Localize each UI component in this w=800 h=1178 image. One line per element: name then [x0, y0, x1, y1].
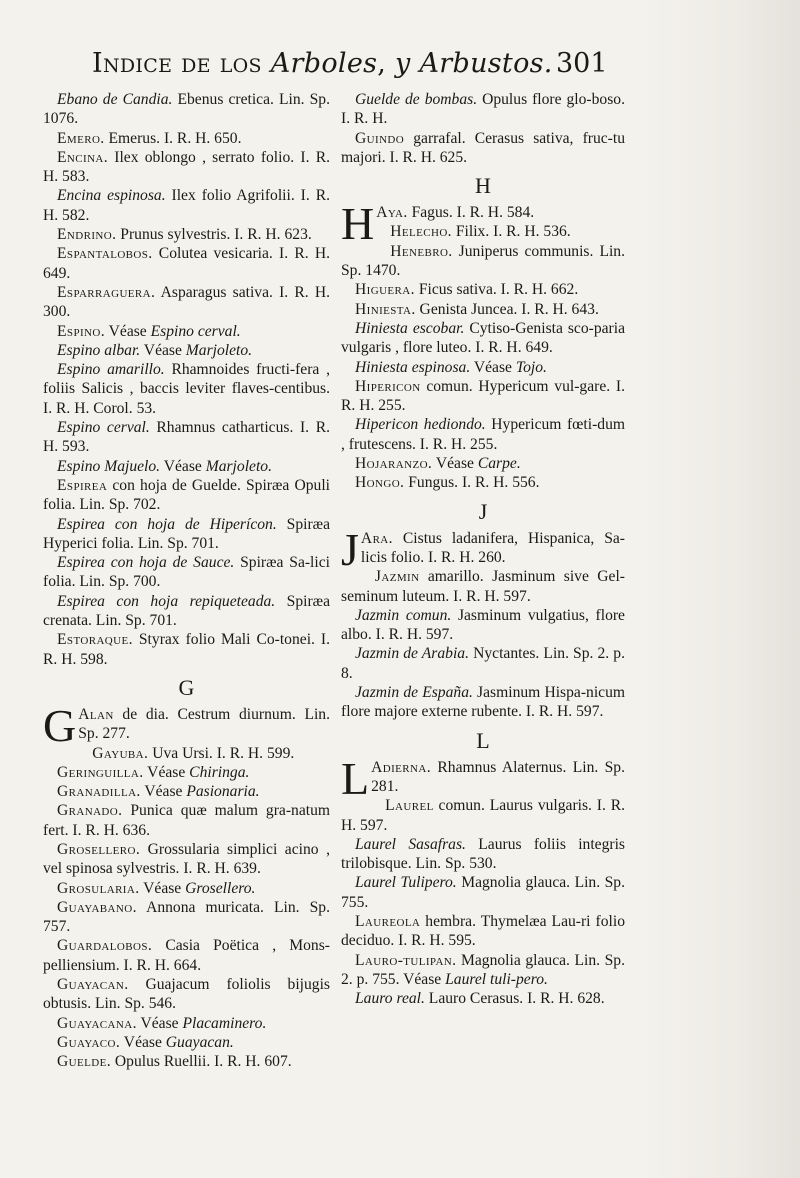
entry-text: Opulus flore glo-boso. I. R. H. — [341, 91, 625, 128]
entry-text: Rhamnus catharticus. I. R. H. 593. — [43, 419, 330, 456]
index-entry — [43, 341, 330, 360]
entry-head: Endrino. — [57, 226, 117, 244]
index-entry — [341, 454, 625, 473]
entry-text: amarillo. Jasminum sive Gel-seminum luteum. I. R. H. 597. — [341, 568, 625, 605]
entry-text: Prunus sylvestris. I. R. H. 623. — [116, 226, 312, 244]
running-header — [92, 48, 612, 79]
index-entry — [43, 630, 330, 669]
entry-text: Emerus. I. R. H. 650. — [104, 129, 242, 147]
index-entry — [43, 1014, 330, 1033]
index-entry — [43, 129, 330, 148]
entry-head: Jazmin — [374, 568, 420, 586]
entry-head: Hiniesta espinosa. — [355, 358, 471, 376]
entry-head: Espantalobos. — [57, 245, 153, 263]
index-entry — [341, 377, 625, 416]
entry-text: Lauro Cerasus. I. R. H. 628. — [424, 990, 605, 1008]
entry-text: Styrax folio Mali Co-tonei. I. R. H. 598. — [43, 631, 330, 668]
entry-cross-reference: Laurel tuli-pero. — [445, 970, 548, 988]
entry-text: Rhamnus Alaternus. Lin. Sp. 281. — [371, 758, 625, 795]
index-entry — [43, 457, 330, 476]
right-g-entries — [341, 90, 625, 167]
entry-text: Colutea vesicaria. I. R. H. 649. — [43, 245, 330, 282]
entry-text: Véase — [120, 1033, 166, 1051]
entry-text: Jasminum Hispa-nicum flore majore externe rubente. I. R. H. 597. — [341, 684, 625, 721]
page-shadow — [640, 0, 800, 1178]
right-j-entries — [341, 567, 625, 721]
index-entry — [43, 782, 330, 801]
entry-head: Encina. — [57, 148, 109, 166]
entry-cross-reference: Guayacan. — [165, 1033, 234, 1051]
entry-text: comun. Hypericum vul-gare. I. R. H. 255. — [341, 377, 625, 415]
entry-jara — [341, 523, 625, 575]
index-entry — [341, 473, 625, 492]
index-entry — [43, 1033, 330, 1052]
index-entry — [43, 418, 330, 457]
index-entry — [341, 129, 625, 168]
entry-head: Gayuba. — [92, 744, 149, 762]
entry-head: Espino Majuelo. — [57, 457, 161, 475]
entry-text: comun. Laurus vulgaris. I. R. H. 597. — [341, 797, 625, 834]
entry-text: Cytiso-Genista sco-paria vulgaris , flore luteo. I. R. H. 649. — [341, 319, 626, 357]
header-word-y: y — [395, 48, 411, 79]
entry-text: Véase — [140, 783, 187, 801]
entry-head: Lauro real. — [355, 990, 425, 1008]
right-l-entries — [341, 796, 625, 1008]
index-entry — [43, 975, 330, 1014]
index-entry — [43, 801, 330, 840]
entry-head: Geringuilla. — [57, 763, 144, 781]
section-heading-j: J — [478, 498, 488, 524]
index-entry — [43, 553, 330, 592]
entry-text: Véase — [139, 879, 186, 897]
entry-cross-reference: Marjoleto. — [185, 341, 253, 359]
header-comma: , — [377, 48, 387, 79]
entry-text: Ficus sativa. I. R. H. 662. — [414, 281, 579, 299]
entry-text: Casia Poëtica , Mons-pelliensium. I. R. H. 664. — [43, 937, 330, 974]
header-word-indice: Indice — [92, 48, 173, 79]
entry-text: Spiræa Hyperici folia. Lin. Sp. 701. — [43, 515, 330, 552]
entry-head: Laurel — [385, 797, 434, 815]
index-entry — [43, 225, 330, 244]
entry-head: Grosellero. — [57, 840, 141, 858]
entry-head: Espirea con hoja de Sauce. — [57, 554, 235, 572]
entry-head: Ebano de Candia. — [57, 91, 173, 108]
section-heading-g: G — [178, 674, 195, 700]
entry-head: Espino albar. — [57, 341, 141, 359]
entry-cross-reference: Placaminero. — [182, 1014, 267, 1032]
entry-text: Uva Ursi. I. R. H. 599. — [148, 744, 295, 762]
entry-text: Véase — [140, 341, 186, 359]
entry-text: Asparagus sativa. I. R. H. 300. — [43, 283, 330, 321]
index-entry — [341, 912, 625, 951]
entry-text: Cistus ladanifera, Hispanica, Sa-licis folio. I. R. H. 260. — [360, 529, 625, 566]
entry-head: Laurel Sasafras. — [355, 835, 466, 853]
entry-text: Spiræa Sa-lici folia. Lin. Sp. 700. — [43, 554, 330, 591]
index-entry — [341, 90, 625, 129]
entry-text: hembra. Thymelæa Lau-ri folio deciduo. I. R. H. 595. — [341, 912, 625, 950]
entry-text: Ebenus cretica. Lin. Sp. 1076. — [43, 91, 330, 128]
entry-head: Helecho. — [390, 223, 452, 241]
index-entry — [43, 592, 330, 631]
entry-text: Fungus. I. R. H. 556. — [404, 474, 540, 492]
header-word-de: de — [181, 48, 211, 79]
index-entry — [341, 280, 625, 299]
index-entry — [341, 951, 625, 990]
left-g-entries — [43, 744, 330, 1072]
entry-text: Véase — [470, 358, 516, 376]
header-word-arbustos: Arbustos. — [419, 48, 553, 79]
entry-text: Véase — [105, 322, 151, 340]
index-entry — [341, 873, 625, 912]
entry-head: Esparraguera. — [57, 283, 156, 301]
entry-head: Espirea con hoja de Hiperícon. — [57, 515, 277, 533]
index-entry — [43, 360, 330, 418]
entry-head: Higuera. — [355, 281, 415, 299]
index-entry — [43, 763, 330, 782]
index-entry — [341, 835, 625, 874]
index-entry — [341, 415, 625, 454]
entry-text: Jasminum vulgatius, flore albo. I. R. H. 597. — [341, 606, 625, 644]
entry-text: Grossularia simplici acino , vel spinosa sylvestris. I. R. H. 639. — [43, 840, 330, 878]
index-entry — [341, 683, 625, 722]
index-entry — [341, 567, 625, 606]
section-heading-l: L — [476, 727, 490, 753]
entry-head: Espino. — [57, 322, 106, 340]
index-entry — [43, 840, 330, 879]
entry-head: Ara. — [360, 529, 393, 547]
right-column — [341, 90, 625, 1008]
index-entry — [43, 1052, 330, 1071]
entry-text: Véase — [160, 457, 206, 475]
entry-text: Véase — [136, 1014, 183, 1032]
header-word-los: los — [219, 48, 262, 79]
entry-head: Hipericon hediondo. — [355, 416, 486, 434]
drop-cap-h: H — [341, 198, 375, 250]
entry-cross-reference: Grosellero. — [185, 879, 256, 897]
entry-head: Guayacan. — [57, 976, 129, 994]
entry-head: Hojaranzo. — [355, 455, 433, 473]
index-entry — [341, 222, 625, 241]
entry-text: Nyctantes. Lin. Sp. 2. p. 8. — [341, 645, 625, 682]
entry-text: Genista Juncea. I. R. H. 643. — [415, 300, 599, 318]
entry-galan — [43, 699, 330, 751]
entry-head: Encina espinosa. — [57, 187, 166, 205]
index-entry — [43, 90, 330, 129]
entry-text: Guajacum foliolis bijugis obtusis. Lin. Sp. 546. — [43, 976, 330, 1013]
entry-head: Estoraque. — [57, 631, 133, 649]
entry-head: Granado. — [57, 802, 123, 820]
index-entry — [341, 242, 625, 281]
entry-text: Spiræa crenata. Lin. Sp. 701. — [43, 592, 330, 630]
entry-head: Jazmin comun. — [355, 606, 452, 624]
entry-head: Laurel Tulipero. — [355, 874, 457, 892]
entry-head: Jazmin de Arabia. — [355, 645, 469, 663]
index-entry — [43, 148, 330, 187]
entry-head: Guindo — [355, 129, 405, 147]
entry-head: Emero. — [57, 129, 105, 147]
index-entry — [43, 186, 330, 225]
entry-text: Ilex oblongo , serrato folio. I. R. H. 583. — [43, 148, 330, 186]
entry-cross-reference: Espino cerval. — [150, 322, 241, 340]
entry-cross-reference: Chiringa. — [189, 763, 250, 781]
entry-text: Rhamnoides fructi-fera , foliis Salicis , baccis leviter flaves-centibus. I. R. H. Corol. 53. — [43, 361, 330, 417]
index-entry — [341, 644, 625, 683]
entry-head: Espino cerval. — [57, 419, 150, 437]
page-number: 301 — [556, 48, 608, 79]
entry-cross-reference: Tojo. — [515, 358, 547, 376]
index-entry — [43, 244, 330, 283]
entry-head: Jazmin de España. — [355, 684, 473, 702]
drop-cap-j: J — [341, 523, 359, 575]
index-entry — [341, 319, 625, 358]
entry-text: con hoja de Guelde. Spiræa Opuli folia. Lin. Sp. 702. — [43, 476, 330, 514]
entry-cross-reference: Carpe. — [477, 455, 521, 473]
entry-text: Ilex folio Agrifolii. I. R. H. 582. — [43, 187, 331, 224]
left-column — [43, 90, 330, 1072]
entry-text: Véase — [432, 455, 478, 473]
index-entry — [43, 936, 330, 975]
entry-cross-reference: Marjoleto. — [205, 457, 272, 475]
entry-head: Guayaco. — [57, 1033, 121, 1051]
header-word-arboles: Arboles — [270, 48, 378, 79]
entry-text: Laurus foliis integris trilobisque. Lin. Sp. 530. — [341, 835, 625, 873]
entry-head: Espirea — [57, 476, 108, 494]
index-entry — [341, 989, 625, 1008]
entry-head: Guelde de bombas. — [355, 91, 478, 108]
entry-head: Grosularia. — [57, 879, 140, 897]
index-entry — [341, 796, 625, 835]
entry-head: Laureola — [355, 912, 421, 930]
entry-head: Espino amarillo. — [57, 361, 165, 379]
drop-cap-g: G — [43, 699, 77, 751]
entry-text: Véase — [143, 763, 190, 781]
entry-text: Filix. I. R. H. 536. — [451, 223, 571, 241]
index-entry — [43, 879, 330, 898]
index-entry — [43, 744, 330, 763]
index-entry — [341, 606, 625, 645]
entry-head: Espirea con hoja repiqueteada. — [57, 592, 276, 610]
entry-cross-reference: Pasionaria. — [186, 783, 260, 801]
entry-head: Guardalobos. — [57, 937, 153, 955]
index-entry — [43, 898, 330, 937]
index-entry — [43, 322, 330, 341]
left-e-entries — [43, 90, 330, 669]
entry-head: Granadilla. — [57, 783, 141, 801]
index-entry — [43, 283, 330, 322]
entry-text: Opulus Ruellii. I. R. H. 607. — [111, 1053, 292, 1071]
entry-ladierna — [341, 752, 625, 804]
entry-text: de dia. Cestrum diurnum. Lin. Sp. 277. — [78, 705, 330, 743]
entry-head: Adierna. — [371, 758, 432, 776]
entry-head: Lauro-tulipan. — [355, 951, 457, 969]
entry-head: Guayacana. — [57, 1014, 137, 1032]
entry-text: Juniperus communis. Lin. Sp. 1470. — [341, 242, 625, 280]
index-entry — [43, 515, 330, 554]
entry-text: Annona muricata. Lin. Sp. 757. — [43, 898, 330, 936]
entry-text: garrafal. Cerasus sativa, fruc-tu majori. I. R. H. 625. — [341, 129, 625, 166]
entry-text: Fagus. I. R. H. 584. — [407, 204, 535, 222]
entry-text: Magnolia glauca. Lin. Sp. 755. — [341, 874, 625, 911]
entry-text: Punica quæ malum gra-natum fert. I. R. H. 636. — [43, 802, 330, 839]
entry-head: Hongo. — [355, 474, 405, 492]
entry-head: Aya. — [376, 204, 408, 222]
entry-text: Hypericum fœti-dum , frutescens. I. R. H. 255. — [341, 416, 626, 453]
entry-head: Alan — [78, 705, 114, 723]
entry-text: Magnolia glauca. Lin. Sp. 2. p. 755. Véase — [341, 951, 625, 988]
entry-head: Hiniesta. — [355, 300, 416, 318]
index-entry — [341, 300, 625, 319]
right-h-entries — [341, 222, 625, 492]
entry-head: Guayabano. — [57, 898, 137, 916]
entry-head: Hiniesta escobar. — [355, 319, 465, 337]
index-entry — [43, 476, 330, 515]
entry-head: Hipericon — [355, 377, 421, 395]
entry-head: Henebro. — [390, 242, 453, 260]
drop-cap-l: L — [341, 752, 370, 804]
entry-head: Guelde. — [57, 1053, 112, 1071]
section-heading-h: H — [475, 173, 491, 199]
index-entry — [341, 358, 625, 377]
